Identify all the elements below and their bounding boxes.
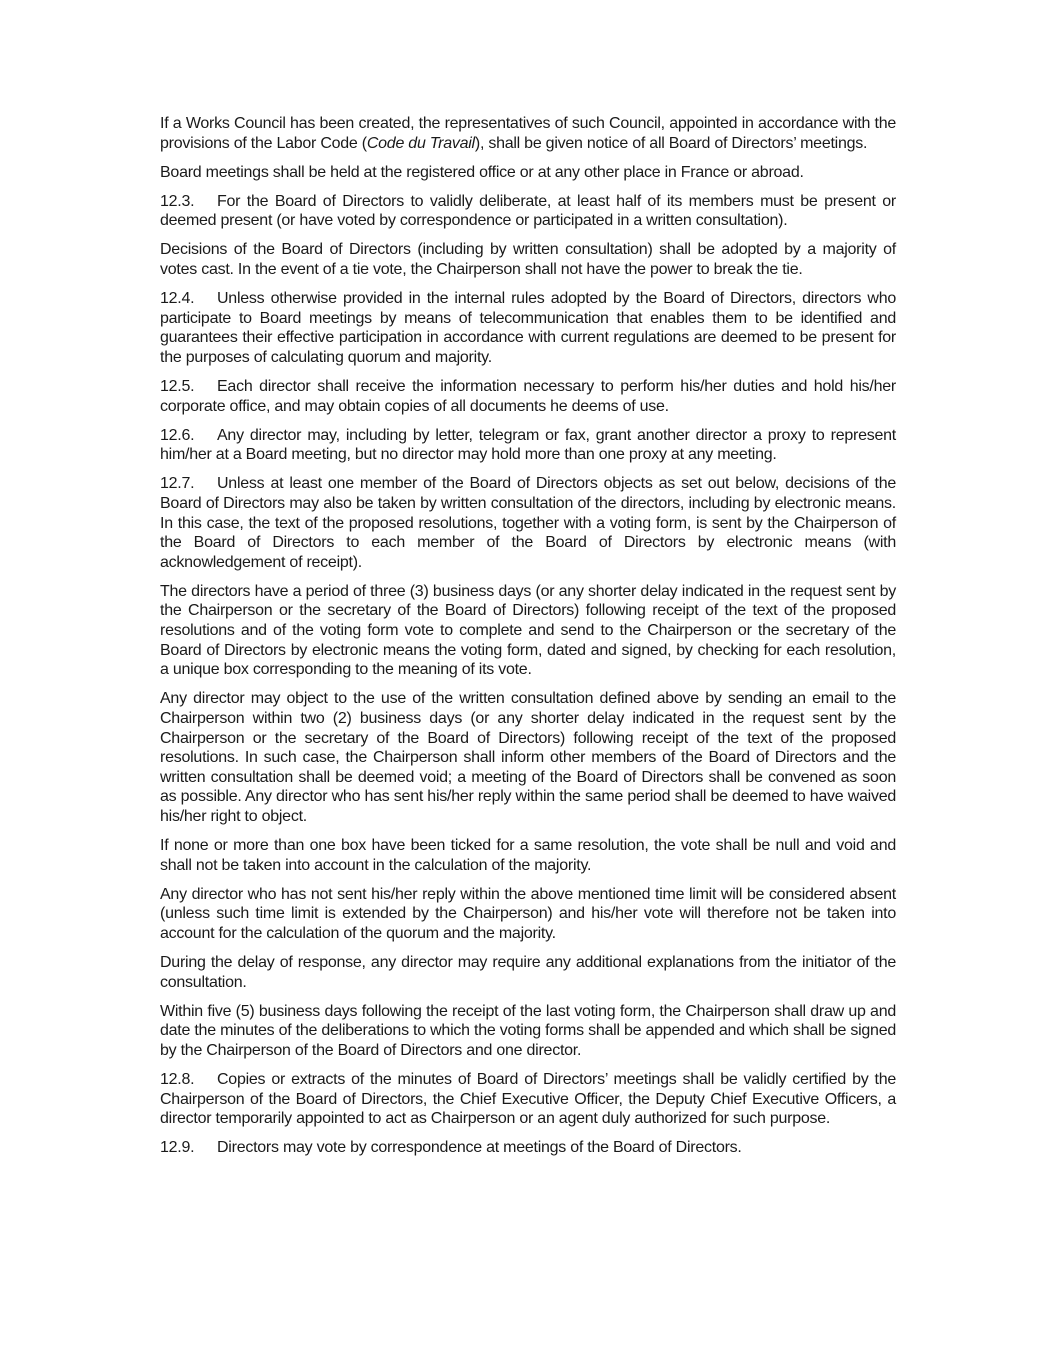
paragraph-text: Each director shall receive the information necessary to perform his/her duties and hold his/her corporate office, and may obtain copies of all documents he deems of use.: [160, 378, 896, 415]
clause-number: 12.4.: [160, 290, 195, 308]
clause-12-9: [160, 1138, 896, 1158]
paragraph: [160, 836, 896, 875]
paragraph-text: If none or more than one box have been ticked for a same resolution, the vote shall be null and void and shall not be taken into account in the calculation of the majority.: [160, 837, 896, 874]
text: If a Works Council has been created, the representatives of such Council, appointed in accordance with the provisions of the Labor Code (: [160, 115, 896, 152]
paragraph-text: Copies or extracts of the minutes of Board of Directors’ meetings shall be validly certified by the Chairperson of the Board of Directors, the Chief Executive Officer, the Deputy Chief Executive Officers, a director temporarily appointed to act as Chairperson or an agent duly authorized for such purpose.: [160, 1070, 896, 1128]
clause-12-6: [160, 426, 896, 465]
paragraph-text: Within five (5) business days following the receipt of the last voting form, the Chairperson shall draw up and date the minutes of the deliberations to which the voting forms shall be appended and which shall be signed by the Chairperson of the Board of Directors and one director.: [160, 1002, 896, 1059]
italic-term: Code du Travail: [366, 134, 475, 152]
paragraph-text: Directors may vote by correspondence at meetings of the Board of Directors.: [217, 1139, 742, 1157]
paragraph-works-council: [160, 114, 896, 153]
paragraph: [160, 163, 896, 183]
clause-number: 12.5.: [160, 378, 195, 396]
clause-12-7: [160, 474, 896, 572]
paragraph: [160, 953, 896, 992]
paragraph-text: The directors have a period of three (3) business days (or any shorter delay indicated in the request sent by the Chairperson or the secretary of the Board of Directors) following receipt of the text of the proposed resolutions and of the voting form vote to complete and send to the Chairperson or the secretary of the Board of Directors by electronic means the voting form, dated and signed, by checking for each resolution, a unique box corresponding to the meaning of its vote.: [160, 582, 896, 679]
clause-number: 12.7.: [160, 475, 195, 493]
paragraph-text: Decisions of the Board of Directors (including by written consultation) shall be adopted by a majority of votes cast. In the event of a tie vote, the Chairperson shall not have the power to break the tie.: [160, 241, 896, 279]
paragraph-text: Any director who has not sent his/her reply within the above mentioned time limit will be considered absent (unless such time limit is extended by the Chairperson) and his/her vote will therefore not be taken into account for the calculation of the quorum and the majority.: [160, 885, 896, 942]
paragraph-text: Board meetings shall be held at the registered office or at any other place in France or abroad.: [160, 163, 804, 181]
clause-number: 12.8.: [160, 1070, 195, 1088]
clause-12-3: [160, 192, 896, 231]
clause-12-4: [160, 289, 896, 367]
paragraph-text: During the delay of response, any director may require any additional explanations from the initiator of the consultation.: [160, 953, 896, 991]
clause-number: 12.6.: [160, 426, 195, 444]
clause-number: 12.3.: [160, 192, 195, 210]
paragraph: [160, 689, 896, 826]
paragraph: [160, 885, 896, 944]
paragraph-text: For the Board of Directors to validly deliberate, at least half of its members must be present or deemed present (or have voted by correspondence or participated in a written consultation).: [160, 192, 896, 230]
clause-number: 12.9.: [160, 1139, 195, 1157]
paragraph: [160, 582, 896, 680]
paragraph-text: Any director may object to the use of the written consultation defined above by sending an email to the Chairperson within two (2) business days (or any shorter delay indicated in the request sent by the Chairperson or the secretary of the Board of Directors) following receipt of the text of the proposed resolutions. In such case, the Chairperson shall inform other members of the Board of Directors and the written consultation shall be deemed void; a meeting of the Board of Directors shall be convened as soon as possible. Any director who has sent his/her reply within the same period shall be deemed to have waived his/her right to object.: [160, 690, 896, 825]
paragraph-text: Unless at least one member of the Board of Directors objects as set out below, decisions of the Board of Directors may also be taken by written consultation of the directors, including by electronic means. In this case, the text of the proposed resolutions, together with a voting form, is sent by the Chairperson of the Board of Directors to each member of the Board of Directors by electronic means (with acknowledgement of receipt).: [160, 475, 896, 571]
document-page: [160, 114, 896, 1167]
clause-12-5: [160, 377, 896, 416]
paragraph: [160, 240, 896, 279]
paragraph-text: Any director may, including by letter, telegram or fax, grant another director a proxy to represent him/her at a Board meeting, but no director may hold more than one proxy at any meeting.: [160, 426, 896, 464]
paragraph: [160, 1002, 896, 1061]
text: ), shall be given notice of all Board of Directors’ meetings.: [474, 134, 868, 152]
clause-12-8: [160, 1070, 896, 1129]
paragraph-text: Unless otherwise provided in the internal rules adopted by the Board of Directors, directors who participate to Board meetings by means of telecommunication that enables them to be identified and guarantees their effective participation in accordance with current regulations are deemed to be present for the purposes of calculating quorum and majority.: [160, 290, 896, 366]
